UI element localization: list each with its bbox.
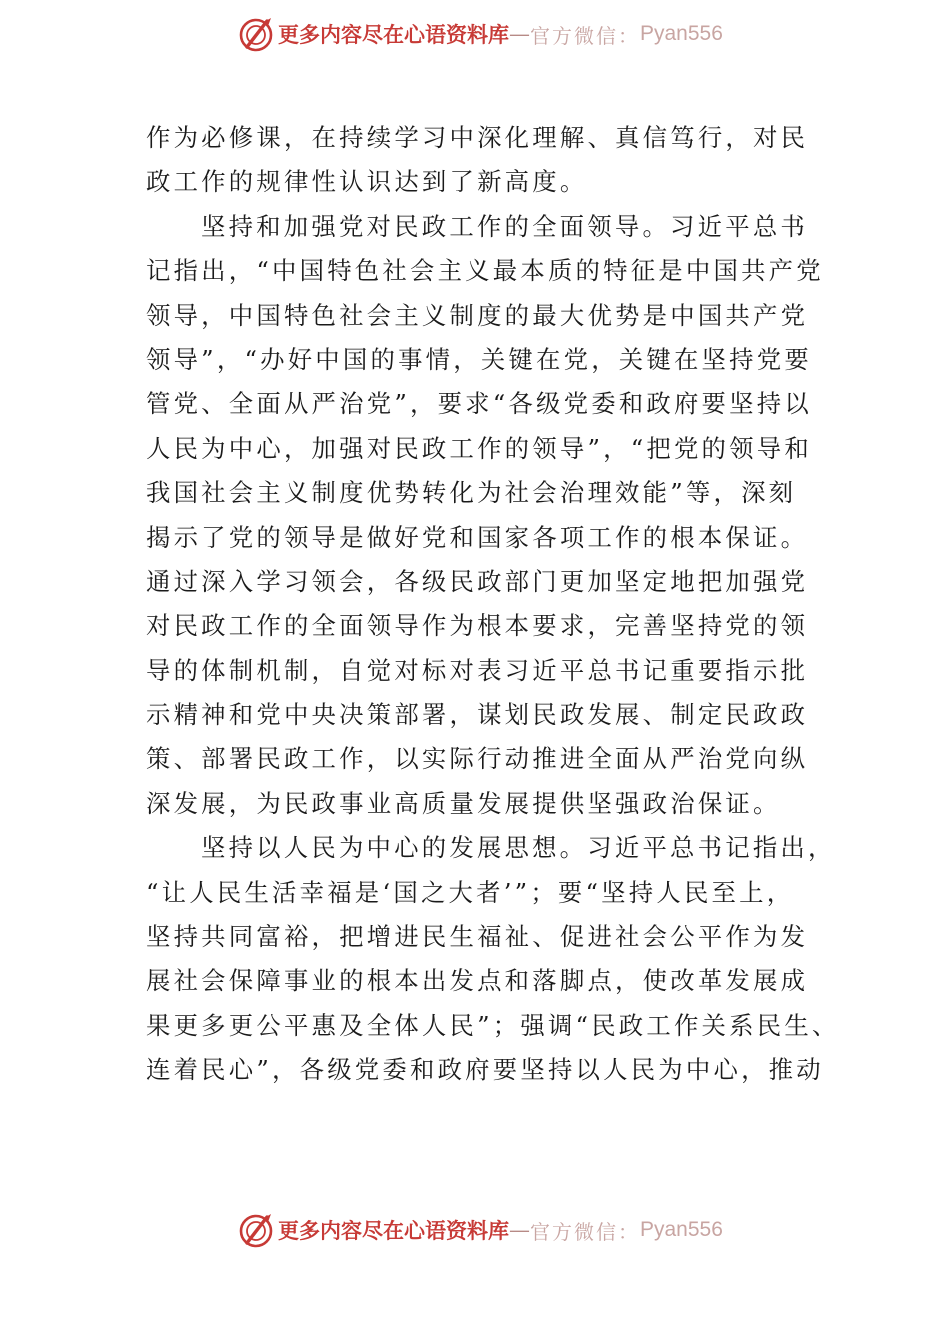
text-line: 坚持共同富裕，把增进民生福祉、促进社会公平作为发 (146, 922, 809, 952)
text-line: 我国社会主义制度优势转化为社会治理效能”等，深刻 (146, 478, 797, 508)
text-line: 策、部署民政工作，以实际行动推进全面从严治党向纵 (146, 744, 809, 774)
brand-logo-icon (238, 1212, 274, 1248)
banner-wechat-id: Pyan556 (640, 22, 723, 45)
text-line: “让人民生活幸福是‘国之大者’”；要“坚持人民至上， (146, 877, 795, 907)
banner-dash: — (509, 22, 530, 46)
text-line: 领导”，“办好中国的事情，关键在党，关键在坚持党要 (146, 344, 812, 374)
header-banner (238, 14, 738, 54)
document-body (146, 116, 840, 1093)
banner-wechat-label: 官方微信： (530, 23, 640, 48)
text-line: 连着民心”，各级党委和政府要坚持以人民为中心，推动 (146, 1055, 824, 1085)
banner-wechat-id: Pyan556 (640, 1218, 723, 1241)
text-line: 对民政工作的全面领导作为根本要求，完善坚持党的领 (146, 611, 809, 641)
text-line: 人民为中心，加强对民政工作的领导”，“把党的领导和 (146, 433, 812, 463)
brand-logo-icon (238, 16, 274, 52)
text-line: 作为必修课，在持续学习中深化理解、真信笃行，对民 (146, 123, 809, 152)
paragraph-start-line: 坚持以人民为中心的发展思想。习近平总书记指出， (201, 833, 836, 863)
text-line: 展社会保障事业的根本出发点和落脚点，使改革发展成 (146, 966, 809, 996)
text-line: 深发展，为民政事业高质量发展提供坚强政治保证。 (146, 788, 781, 818)
banner-title: 更多内容尽在心语资料库 (278, 22, 509, 47)
text-line: 示精神和党中央决策部署，谋划民政发展、制定民政政 (146, 700, 809, 730)
text-line: 政工作的规律性认识达到了新高度。 (146, 167, 588, 197)
text-line: 管党、全面从严治党”，要求“各级党委和政府要坚持以 (146, 389, 812, 419)
banner-dash: — (509, 1218, 530, 1242)
paragraph-start-line: 坚持和加强党对民政工作的全面领导。习近平总书 (201, 211, 808, 241)
text-line: 揭示了党的领导是做好党和国家各项工作的根本保证。 (146, 522, 809, 552)
banner-wechat-label: 官方微信： (530, 1219, 640, 1244)
text-line: 果更多更公平惠及全体人民”；强调“民政工作关系民生、 (146, 1010, 840, 1040)
text-line: 通过深入学习领会，各级民政部门更加坚定地把加强党 (146, 566, 809, 596)
text-line: 领导，中国特色社会主义制度的最大优势是中国共产党 (146, 300, 809, 330)
footer-banner (238, 1210, 738, 1250)
banner-title: 更多内容尽在心语资料库 (278, 1218, 509, 1243)
text-line: 记指出，“中国特色社会主义最本质的特征是中国共产党 (146, 256, 824, 286)
text-line: 导的体制机制，自觉对标对表习近平总书记重要指示批 (146, 655, 809, 685)
